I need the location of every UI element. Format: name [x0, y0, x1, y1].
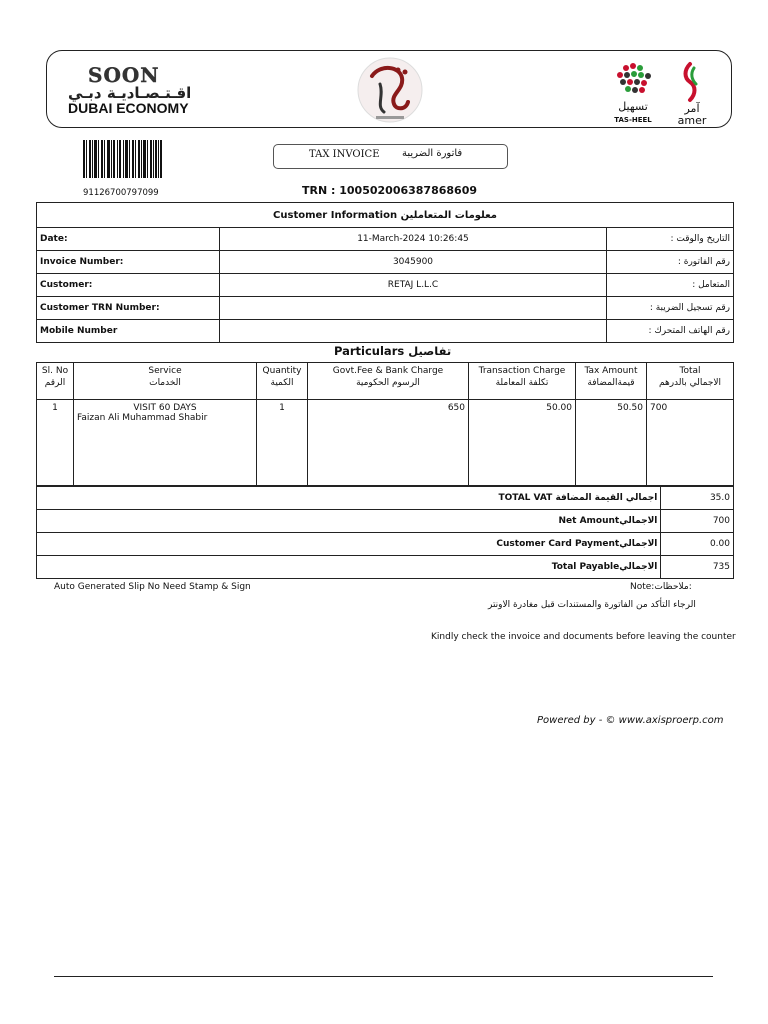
mobile-number-label: Mobile Number: [37, 320, 220, 343]
date-value: 11-March-2024 10:26:45: [220, 228, 607, 251]
soon-logo-text: SOON: [88, 63, 160, 87]
table-row: [37, 251, 734, 274]
total-vat-value: 35.0: [661, 487, 734, 510]
col-total-header: Total الاجمالي بالدرهم: [647, 363, 734, 400]
note-arabic-text: الرجاء التأكد من الفاتورة والمستندات قبل مغادرة الاونتر: [488, 600, 696, 610]
invoice-number-label: Invoice Number:: [37, 251, 220, 274]
note-label: Note:ملاحظات:: [630, 582, 692, 592]
customer-trn-arabic-label: رقم تسجيل الضريبة :: [607, 297, 734, 320]
total-vat-label: TOTAL VAT اجمالي القيمة المضافة: [37, 487, 661, 510]
bottom-divider: [54, 976, 713, 977]
col-transaction-header: Transaction Charge تكلفة المعاملة: [469, 363, 576, 400]
customer-arabic-label: المتعامل :: [607, 274, 734, 297]
amer-english-text: amer: [677, 114, 707, 126]
card-payment-label: Customer Card Paymentالاجمالي: [37, 533, 661, 556]
almuroona-emblem-icon: [350, 54, 430, 126]
mobile-number-value: [220, 320, 607, 343]
table-row: [37, 228, 734, 251]
item-total: 700: [647, 400, 734, 486]
table-row: [37, 274, 734, 297]
card-payment-value: 0.00: [661, 533, 734, 556]
amer-logo-icon: [670, 58, 716, 126]
customer-trn-value: [220, 297, 607, 320]
amer-arabic-text: آمر: [684, 102, 700, 115]
customer-label: Customer:: [37, 274, 220, 297]
customer-info-table: [36, 202, 734, 343]
tax-invoice-arabic-title: فاتورة الضريبة: [402, 148, 463, 159]
total-payable-value: 735: [661, 556, 734, 579]
invoice-number-arabic-label: رقم الفاتورة :: [607, 251, 734, 274]
powered-by-text: Powered by - © www.axisproerp.com: [537, 715, 724, 726]
totals-table: [36, 486, 734, 579]
mobile-number-arabic-label: رقم الهاتف المتحرك :: [607, 320, 734, 343]
table-row: [37, 297, 734, 320]
invoice-number-value: 3045900: [220, 251, 607, 274]
date-arabic-label: التاريخ والوقت :: [607, 228, 734, 251]
date-label: Date:: [37, 228, 220, 251]
item-transaction-charge: 50.00: [469, 400, 576, 486]
col-tax-amount-header: Tax Amount قيمةالمضافة: [576, 363, 647, 400]
customer-trn-label: Customer TRN Number:: [37, 297, 220, 320]
item-person-name: Faizan Ali Muhammad Shabir: [77, 413, 208, 423]
table-row: [37, 320, 734, 343]
table-row: [37, 487, 734, 510]
check-invoice-note: Kindly check the invoice and documents before leaving the counter: [431, 632, 736, 642]
table-header-row: [37, 363, 734, 400]
table-row: [37, 556, 734, 579]
dubai-economy-logo-text: DUBAI ECONOMY: [68, 100, 189, 116]
col-quantity-header: Quantity الكمية: [257, 363, 308, 400]
item-service-name: VISIT 60 DAYS: [133, 403, 197, 413]
item-sl-no: 1: [37, 400, 74, 486]
barcode-number: 91126700797099: [83, 188, 159, 198]
item-govt-fee: 650: [308, 400, 469, 486]
barcode-icon: [83, 140, 163, 180]
col-service-header: Service الخدمات: [74, 363, 257, 400]
tax-invoice-title: TAX INVOICE: [309, 149, 380, 160]
table-row: [37, 400, 734, 486]
auto-generated-note: Auto Generated Slip No Need Stamp & Sign: [54, 582, 251, 592]
item-service: [74, 400, 257, 486]
net-amount-value: 700: [661, 510, 734, 533]
col-govt-fee-header: Govt.Fee & Bank Charge الرسوم الحكومية: [308, 363, 469, 400]
particulars-title: Particulars تفاصيل: [334, 344, 452, 358]
tasheel-logo-icon: [608, 60, 658, 126]
table-row: [37, 510, 734, 533]
net-amount-label: Net Amountالاجمالي: [37, 510, 661, 533]
trn-number: TRN : 100502006387868609: [302, 184, 478, 197]
tasheel-arabic-text: تسهيل: [618, 100, 648, 113]
dubai-economy-arabic-text: اقـتـصـاديـة دبـي: [68, 84, 192, 102]
table-row: [37, 533, 734, 556]
customer-value: RETAJ L.L.C: [220, 274, 607, 297]
item-quantity: 1: [257, 400, 308, 486]
customer-info-title: Customer Information معلومات المتعاملين: [37, 203, 734, 228]
tasheel-english-text: TAS-HEEL: [614, 116, 652, 124]
col-sl-no-header: Sl. No الرقم: [37, 363, 74, 400]
particulars-table: [36, 362, 734, 486]
item-tax-amount: 50.50: [576, 400, 647, 486]
total-payable-label: Total Payableالاجمالي: [37, 556, 661, 579]
